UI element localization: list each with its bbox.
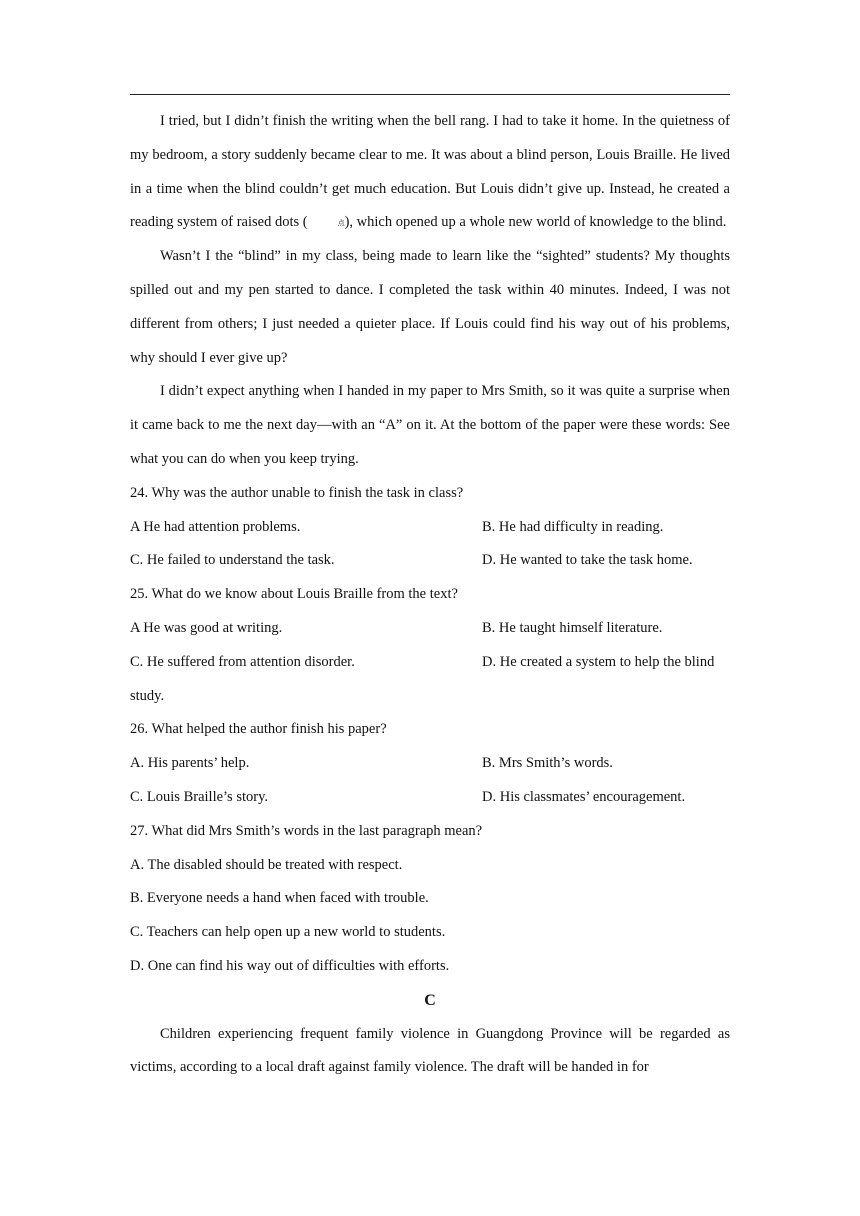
option-a: A He had attention problems. — [130, 518, 301, 535]
passage-paragraph-1 — [130, 105, 730, 240]
paragraph-text: ), which opened up a whole new world of knowledge to the blind. — [344, 214, 727, 231]
document-body — [130, 105, 730, 1085]
option-d: D. His classmates’ encouragement. — [482, 788, 686, 805]
gloss-text: 点 — [337, 219, 345, 228]
question-24-options — [130, 511, 730, 579]
option-d: D. He wanted to take the task home. — [482, 552, 693, 569]
option-b: B. Everyone needs a hand when faced with trouble. — [130, 890, 429, 907]
option-a: A. The disabled should be treated with respect. — [130, 856, 403, 873]
question-25-options — [130, 612, 730, 680]
option-d: D. He created a system to help the blind — [482, 653, 715, 670]
option-c: C. He suffered from attention disorder. — [130, 653, 355, 670]
option-c: C. Teachers can help open up a new world to students. — [130, 924, 446, 941]
option-d-continued: study. — [130, 687, 165, 704]
option-a: A. His parents’ help. — [130, 755, 250, 772]
question-26-options — [130, 747, 730, 815]
section-c-paragraph-1: Children experiencing frequent family violence in Guangdong Province will be regarded as victims, according to a local draft against family violence. The draft will be handed in for — [130, 1025, 730, 1076]
option-b: B. He had difficulty in reading. — [482, 518, 664, 535]
question-26-stem: 26. What helped the author finish his paper? — [130, 721, 387, 738]
question-25-stem: 25. What do we know about Louis Braille from the text? — [130, 586, 458, 603]
paragraph-text: I tried, but I didn’t finish the writing when the bell rang. I had to take it home. In the quietness of my bedroom, a story suddenly became clear to me. It was about a blind person, Louis Braille. He lived in a time when the blind couldn’t get much education. But Louis didn’t give up. Instead, he created a reading system of raised dots ( — [130, 113, 730, 231]
section-heading: C — [424, 991, 436, 1009]
option-a: A He was good at writing. — [130, 619, 283, 636]
passage-paragraph-3: I didn’t expect anything when I handed in my paper to Mrs Smith, so it was quite a surprise when it came back to me the next day—with an “A” on it. At the bottom of the paper were these words: See what you can do when you keep trying. — [130, 383, 730, 467]
option-b: B. Mrs Smith’s words. — [482, 755, 613, 772]
header-rule — [130, 94, 730, 95]
dot-gloss — [308, 220, 345, 227]
passage-paragraph-2: Wasn’t I the “blind” in my class, being made to learn like the “sighted” students? My thoughts spilled out and my pen started to dance. I completed the task within 40 minutes. Indeed, I was not different from others; I just needed a quieter place. If Louis could find his way out of his problems, why should I ever give up? — [130, 248, 730, 366]
option-c: C. Louis Braille’s story. — [130, 788, 269, 805]
question-24-stem: 24. Why was the author unable to finish the task in class? — [130, 484, 464, 501]
option-c: C. He failed to understand the task. — [130, 552, 335, 569]
option-b: B. He taught himself literature. — [482, 619, 663, 636]
option-d: D. One can find his way out of difficulties with efforts. — [130, 957, 450, 974]
question-27-stem: 27. What did Mrs Smith’s words in the last paragraph mean? — [130, 822, 483, 839]
